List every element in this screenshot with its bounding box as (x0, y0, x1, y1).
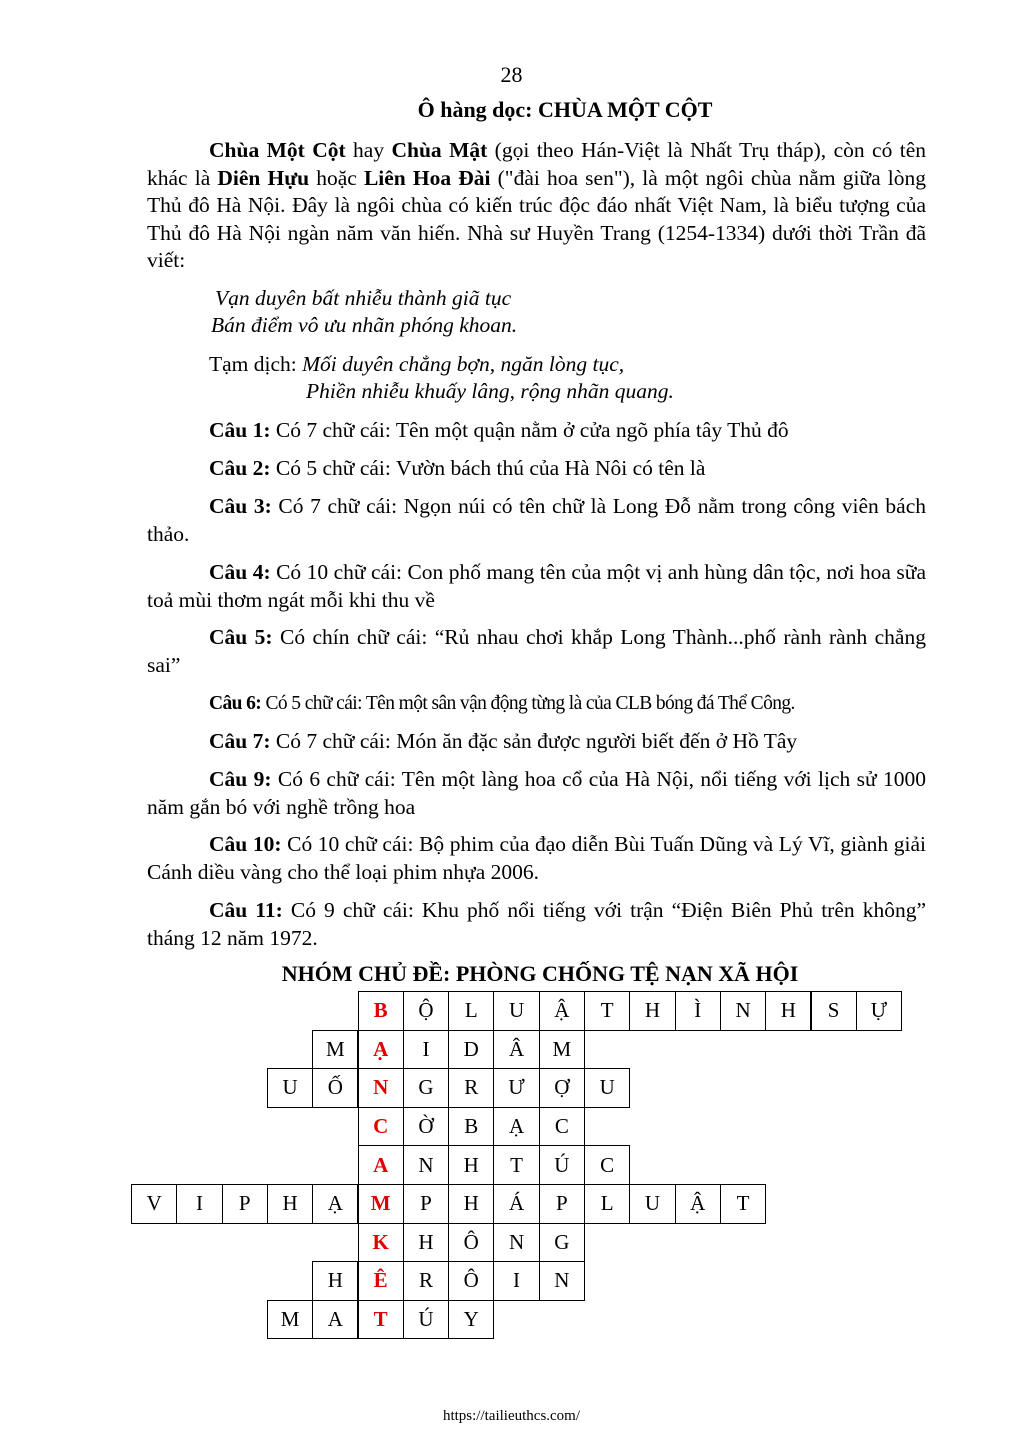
question-label: Câu 9: (209, 767, 272, 791)
crossword-cell: R (403, 1261, 449, 1301)
question-label: Câu 1: (209, 418, 271, 442)
question-text: Có 6 chữ cái: Tên một làng hoa cổ của Hà Nội, nổi tiếng với lịch sử 1000 năm gắn bó với nghề trồng hoa (147, 767, 926, 819)
crossword-cell: L (448, 991, 494, 1031)
crossword-cell: V (131, 1184, 177, 1224)
crossword-cell: Â (493, 1030, 539, 1070)
crossword-cell: Ì (675, 991, 721, 1031)
crossword-cell: Ợ (539, 1068, 585, 1108)
crossword-cell: H (448, 1184, 494, 1224)
crossword-cell: Ú (403, 1300, 449, 1340)
crossword-cell: H (312, 1261, 358, 1301)
crossword-cell: U (493, 991, 539, 1031)
crossword-cell: M (312, 1030, 358, 1070)
crossword-cell: Á (493, 1184, 539, 1224)
translation-label: Tạm dịch: (209, 352, 303, 376)
crossword-cell: U (584, 1068, 630, 1108)
intro-bold-term: Chùa Mật (391, 138, 488, 162)
crossword-cell: P (539, 1184, 585, 1224)
page-heading: Ô hàng dọc: CHÙA MỘT CỘT (417, 97, 713, 122)
crossword-cell: U (267, 1068, 313, 1108)
crossword-key-cell: T (358, 1300, 404, 1340)
crossword-cell: B (448, 1107, 494, 1147)
crossword-cell: P (403, 1184, 449, 1224)
crossword-cell: M (267, 1300, 313, 1340)
question-text: Có 7 chữ cái: Ngọn núi có tên chữ là Long Đỗ nằm trong công viên bách thảo. (147, 494, 926, 546)
crossword-cell: Ô (448, 1223, 494, 1263)
page-number: 28 (500, 62, 523, 87)
intro-text: hoặc (309, 165, 364, 190)
crossword-cell: L (584, 1184, 630, 1224)
intro-bold-term: Chùa Một Cột (209, 138, 346, 162)
crossword-cell: C (584, 1145, 630, 1185)
crossword-cell: U (629, 1184, 675, 1224)
question-text: Có 7 chữ cái: Món ăn đặc sản được người biết đến ở Hồ Tây (270, 729, 798, 753)
question-text: Có 10 chữ cái: Con phố mang tên của một vị anh hùng dân tộc, nơi hoa sữa toả mùi thơm ngát mỗi khi thu về (147, 560, 926, 612)
crossword-cell: R (448, 1068, 494, 1108)
crossword-cell: N (493, 1223, 539, 1263)
crossword-key-cell: B (358, 991, 404, 1031)
crossword-cell: I (403, 1030, 449, 1070)
crossword-cell: D (448, 1030, 494, 1070)
crossword-cell: Ậ (539, 991, 585, 1031)
crossword-cell: P (222, 1184, 268, 1224)
question-label: Câu 4: (209, 560, 271, 584)
crossword-cell: I (176, 1184, 222, 1224)
question-text: Có 7 chữ cái: Tên một quận nằm ở cửa ngõ phía tây Thủ đô (270, 418, 789, 442)
crossword-cell: I (493, 1261, 539, 1301)
crossword-key-cell: C (358, 1107, 404, 1147)
crossword-cell: Ư (493, 1068, 539, 1108)
question-label: Câu 5: (209, 625, 273, 649)
question-text: Có 9 chữ cái: Khu phố nổi tiếng với trận “Điện Biên Phủ trên không” tháng 12 năm 1972. (147, 898, 926, 950)
question-label: Câu 11: (209, 898, 283, 922)
crossword-cell: Ự (856, 991, 902, 1031)
question-label: Câu 10: (209, 832, 282, 856)
crossword-key-cell: N (358, 1068, 404, 1108)
crossword-cell: Ố (312, 1068, 358, 1108)
crossword-cell: M (539, 1030, 585, 1070)
crossword-cell: A (312, 1300, 358, 1340)
footer-url: https://tailieuthcs.com/ (442, 1408, 581, 1424)
question-label: Câu 7: (209, 729, 271, 753)
crossword-cell: Ậ (675, 1184, 721, 1224)
crossword-cell: Ạ (493, 1107, 539, 1147)
intro-text: ("đài hoa sen"), là một ngôi chùa nằm giữa lòng Thủ đô Hà Nội. Đây là ngôi chùa có kiến trúc độc đáo nhất Việt Nam, là biểu tượng của Thủ đô Hà Nội ngàn năm văn hiến. Nhà sư Huyền Trang (1254-1334) dưới thời Trần đã viết: (147, 165, 926, 272)
crossword-cell: N (403, 1145, 449, 1185)
crossword-cell: Ờ (403, 1107, 449, 1147)
question-label: Câu 2: (209, 456, 271, 480)
intro-bold-term: Liên Hoa Đài (363, 165, 491, 190)
crossword-cell: Ộ (403, 991, 449, 1031)
question-text: Có 10 chữ cái: Bộ phim của đạo diễn Bùi Tuấn Dũng và Lý Vĩ, giành giải Cánh diều vàng cho thể loại phim nhựa 2006. (147, 832, 926, 884)
crossword-cell: H (403, 1223, 449, 1263)
crossword-cell: Y (448, 1300, 494, 1340)
group-title: NHÓM CHỦ ĐỀ: PHÒNG CHỐNG TỆ NẠN XÃ HỘI (281, 961, 799, 986)
crossword-key-cell: K (358, 1223, 404, 1263)
crossword-cell: Ạ (312, 1184, 358, 1224)
crossword-key-cell: A (358, 1145, 404, 1185)
crossword-cell: T (584, 991, 630, 1031)
verse-line-2: Bán điểm vô ưu nhãn phóng khoan. (211, 313, 518, 337)
crossword-cell: Ú (539, 1145, 585, 1185)
intro-text: hay (345, 138, 392, 162)
crossword-cell: G (403, 1068, 449, 1108)
crossword-cell: T (720, 1184, 766, 1224)
translation-line-1: Mối duyên chẳng bợn, ngăn lòng tục, (302, 352, 625, 376)
question-text: Có 5 chữ cái: Vườn bách thú của Hà Nôi có tên là (270, 456, 706, 480)
crossword-cell: S (811, 991, 857, 1031)
question-label: Câu 3: (209, 494, 272, 518)
translation-line-2: Phiền nhiễu khuấy lâng, rộng nhãn quang. (306, 379, 674, 403)
intro-bold-term: Diên Hựu (217, 165, 310, 190)
crossword-cell: G (539, 1223, 585, 1263)
crossword-cell: Ô (448, 1261, 494, 1301)
crossword-cell: N (539, 1261, 585, 1301)
question-text: Có chín chữ cái: “Rủ nhau chơi khắp Long Thành...phố rành rành chẳng sai” (147, 625, 926, 677)
crossword-cell: H (765, 991, 811, 1031)
crossword-cell: T (493, 1145, 539, 1185)
crossword-cell: N (720, 991, 766, 1031)
intro-text: (gọi theo Hán-Việt là Nhất Trụ tháp), còn có tên khác là (147, 138, 926, 190)
question-text: Có 5 chữ cái: Tên một sân vận động từng là của CLB bóng đá Thể Công. (261, 693, 795, 714)
crossword-key-cell: Ạ (358, 1030, 404, 1070)
crossword-key-cell: Ê (358, 1261, 404, 1301)
crossword-cell: H (267, 1184, 313, 1224)
verse-line-1: Vạn duyên bất nhiễu thành giã tục (215, 286, 512, 310)
crossword-key-cell: M (358, 1184, 404, 1224)
question-label: Câu 6: (209, 693, 262, 714)
crossword-cell: H (629, 991, 675, 1031)
crossword-cell: H (448, 1145, 494, 1185)
crossword-cell: C (539, 1107, 585, 1147)
